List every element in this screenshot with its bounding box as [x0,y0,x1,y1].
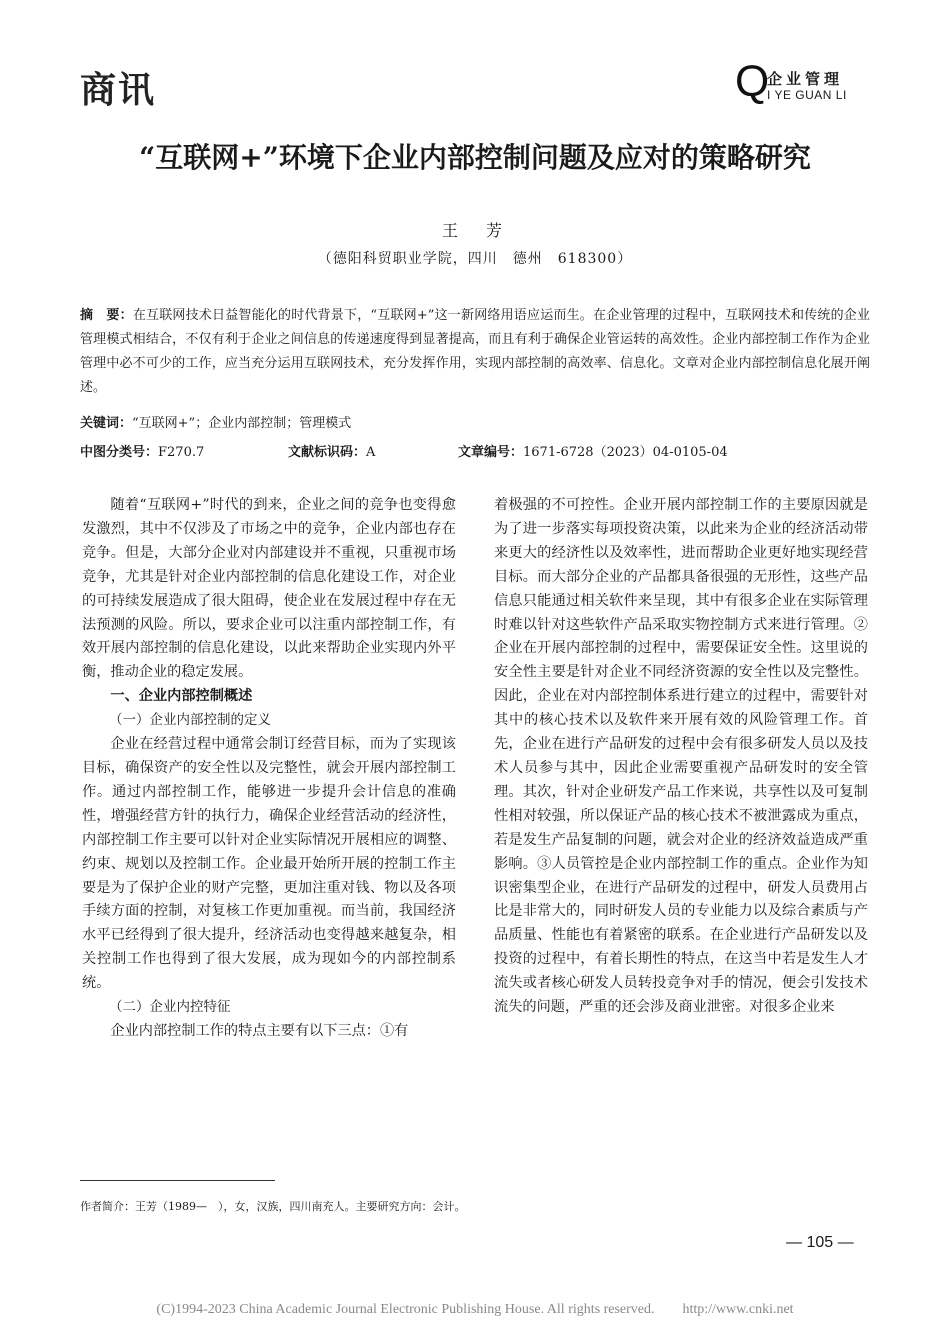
keywords-label: 关键词： [80,416,133,431]
keywords [80,412,870,436]
subsection-heading: （一）企业内部控制的定义 [109,712,271,729]
abstract-label: 摘 要： [80,308,133,323]
paragraph: 企业内部控制工作的特点主要有以下三点：①有 [110,1022,409,1039]
page-number: — 105 — [786,1234,854,1251]
article-number [458,441,728,465]
clc-code [80,441,204,465]
abstract [80,304,870,400]
articleno-label: 文章编号： [458,445,524,460]
left-column [82,494,456,1044]
copyright-watermark: (C)1994-2023 China Academic Journal Electronic Publishing House. All rights reserved. http://www.cnki.net [156,1302,794,1317]
keywords-text: “互联网+”；企业内部控制；管理模式 [132,416,352,431]
paragraph: 企业在经营过程中通常会制订经营目标，而为了实现该目标，确保资产的安全性以及完整性，就会开展内部控制工作。通过内部控制工作，能够进一步提升会计信息的准确性，增强经营方针的执行力，确保企业经营活动的经济性，内部控制工作主要可以针对企业实际情况开展相应的调整、约束、规划以及控制工作。企业最开始所开展的控制工作主要是为了保护企业的财产完整，更加注重对钱、物以及各项手续方面的控制，对复核工作更加重视。而当前，我国经济水平已经得到了很大提升，经济活动也变得越来越复杂，相关控制工作也得到了很大发展，成为现如今的内部控制系统。 [82,736,456,992]
paragraph: 着极强的不可控性。企业开展内部控制工作的主要原因就是为了进一步落实每项投资决策，以此来为企业的经济活动带来更大的经济性以及效率性，进而帮助企业更好地实现经营目标。而大部分企业的产品都具备很强的无形性，这些产品信息只能通过相关软件来呈现，其中有很多企业在实际管理时难以针对这些软件产品采取实物控制方式来进行管理。②企业在开展内部控制的过程中，需要保证安全性。这里说的安全性主要是针对企业不同经济资源的安全性以及完整性。因此，企业在对内部控制体系进行建立的过程中，需要针对其中的核心技术以及软件来开展有效的风险管理工作。首先，企业在进行产品研发的过程中会有很多研发人员以及技术人员参与其中，因此企业需要重视产品研发时的安全管理。其次，针对企业研发产品工作来说，共享性以及可复制性相对较强，所以保证产品的核心技术不被泄露成为重点，若是发生产品复制的问题，就会对企业的经济效益造成严重影响。③人员管控是企业内部控制工作的重点。企业作为知识密集型企业，在进行产品研发的过程中，研发人员费用占比是非常大的，同时研发人员的专业能力以及综合素质与产品质量、性能也有着紧密的联系。在企业进行产品研发以及投资的过程中，有着长期性的特点，在这当中若是发生人才流失或者核心研发人员转投竞争对手的情况，便会引发技术流失的问题，严重的还会涉及商业泄密。对很多企业来 [494,497,868,1016]
clc-value: F270.7 [158,445,205,460]
journal-logo [735,57,875,106]
clc-label: 中图分类号： [80,445,159,460]
journal-logo-cn: 企业管理 [767,70,844,88]
author-name: 王 芳 [441,221,508,240]
footnote-rule [80,1180,275,1181]
subsection-heading: （二）企业内控特征 [109,999,231,1016]
journal-logo-en: I YE GUAN LI [767,88,847,102]
articleno-value: 1671-6728（2023）04-0105-04 [523,445,728,460]
author-affiliation: （德阳科贸职业学院，四川 德州 618300） [317,251,633,267]
doc-code [288,441,375,465]
doccode-value: A [366,445,376,460]
right-column [494,494,868,1020]
doccode-label: 文献标识码： [288,445,367,460]
paragraph: 随着“互联网+”时代的到来，企业之间的竞争也变得愈发激烈，其中不仅涉及了市场之中的竞争，企业内部也存在竞争。但是，大部分企业对内部建设并不重视，只重视市场竞争，尤其是针对企业内部控制的信息化建设工作，对企业的可持续发展造成了很大阻碍，使企业在发展过程中存在无法预测的风险。所以，要求企业可以注重内部控制工作，有效开展内部控制的信息化建设，以此来帮助企业实现内外平衡，推动企业的稳定发展。 [82,497,456,681]
author-footnote: 作者简介：王芳（1989— ），女，汉族，四川南充人。主要研究方向：会计。 [80,1200,466,1213]
abstract-text: 在互联网技术日益智能化的时代背景下，“互联网+”这一新网络用语应运而生。在企业管理的过程中，互联网技术和传统的企业管理模式相结合，不仅有利于企业之间信息的传递速度得到显著提高，而且有利于确保企业管运转的高效性。企业内部控制工作作为企业管理中必不可少的工作，应当充分运用互联网技术，充分发挥作用，实现内部控制的高效率、信息化。文章对企业内部控制信息化展开阐述。 [80,308,870,395]
journal-logo-letter: Q [735,57,770,106]
article-title: “互联网+”环境下企业内部控制问题及应对的策略研究 [139,141,811,174]
section-heading: 一、企业内部控制概述 [110,688,253,705]
section-tag: 商讯 [80,69,157,111]
